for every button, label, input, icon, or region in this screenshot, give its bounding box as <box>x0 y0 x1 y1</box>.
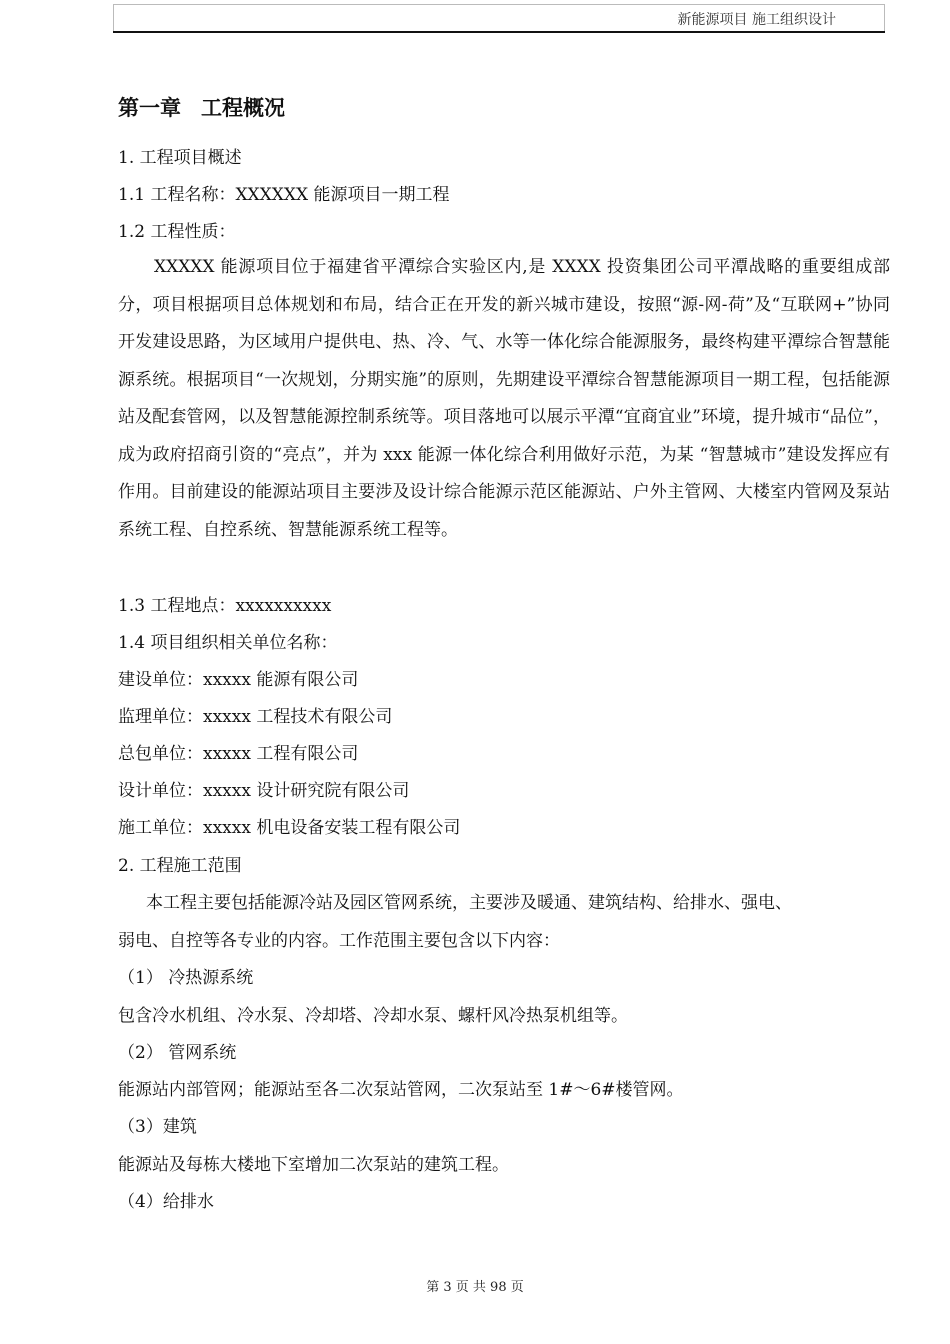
unit-construction: 建设单位：xxxxx 能源有限公司 <box>118 670 359 690</box>
section-1-2: 1.2 工程性质： <box>118 222 236 242</box>
header-title: 新能源项目 施工组织设计 <box>677 12 836 28</box>
item-2-detail: 能源站内部管网；能源站至各二次泵站管网，二次泵站至 1#～6#楼管网。 <box>118 1080 684 1100</box>
unit-supervision: 监理单位：xxxxx 工程技术有限公司 <box>118 707 393 727</box>
page-footer: 第 3 页 共 98 页 <box>426 1280 524 1295</box>
header-box <box>113 4 885 31</box>
item-4-heading: （4）给排水 <box>118 1192 214 1212</box>
section-1-1: 1.1 工程名称：XXXXXX 能源项目一期工程 <box>118 185 450 205</box>
item-1-detail: 包含冷水机组、冷水泵、冷却塔、冷却水泵、螺杆风冷热泵机组等。 <box>118 1006 628 1026</box>
unit-design: 设计单位：xxxxx 设计研究院有限公司 <box>118 781 410 801</box>
scope-paragraph-line-2: 弱电、自控等各专业的内容。工作范围主要包含以下内容： <box>118 931 560 951</box>
scope-paragraph-line-1: 本工程主要包括能源冷站及园区管网系统，主要涉及暖通、建筑结构、给排水、强电、 <box>146 893 792 913</box>
item-1-heading: （1） 冷热源系统 <box>118 968 254 988</box>
section-2-heading: 2. 工程施工范围 <box>118 856 242 876</box>
chapter-title: 工程概况 <box>201 96 285 120</box>
item-2-heading: （2） 管网系统 <box>118 1043 237 1063</box>
chapter-heading <box>118 98 285 118</box>
header-rule <box>113 31 885 33</box>
unit-general-contractor: 总包单位：xxxxx 工程有限公司 <box>118 744 359 764</box>
section-1-heading: 1. 工程项目概述 <box>118 148 242 168</box>
section-1-4: 1.4 项目组织相关单位名称： <box>118 633 338 653</box>
section-1-3: 1.3 工程地点：xxxxxxxxxx <box>118 596 332 616</box>
chapter-number: 第一章 <box>118 96 181 120</box>
item-3-detail: 能源站及每栋大楼地下室增加二次泵站的建筑工程。 <box>118 1155 509 1175</box>
unit-builder: 施工单位：xxxxx 机电设备安装工程有限公司 <box>118 818 461 838</box>
item-3-heading: （3）建筑 <box>118 1117 197 1137</box>
project-description-paragraph <box>118 249 890 549</box>
project-description-text: XXXXX 能源项目位于福建省平潭综合实验区内,是 XXXX 投资集团公司平潭战略的重要组成部分，项目根据项目总体规划和布局，结合正在开发的新兴城市建设，按照“源-网-荷”及“互联网+”协同开发建设思路，为区域用户提供电、热、冷、气、水等一体化综合能源服务，最终构建平潭综合智慧能源系统。根据项目“一次规划，分期实施”的原则，先期建设平潭综合智慧能源项目一期工程，包括能源站及配套管网，以及智慧能源控制系统等。项目落地可以展示平潭“宜商宜业”环境，提升城市“品位”，成为政府招商引资的“亮点”，并为 xxx 能源一体化综合利用做好示范，为某 “智慧城市”建设发挥应有作用。目前建设的能源站项目主要涉及设计综合能源示范区能源站、户外主管网、大楼室内管网及泵站系统工程、自控系统、智慧能源系统工程等。 <box>118 257 890 540</box>
